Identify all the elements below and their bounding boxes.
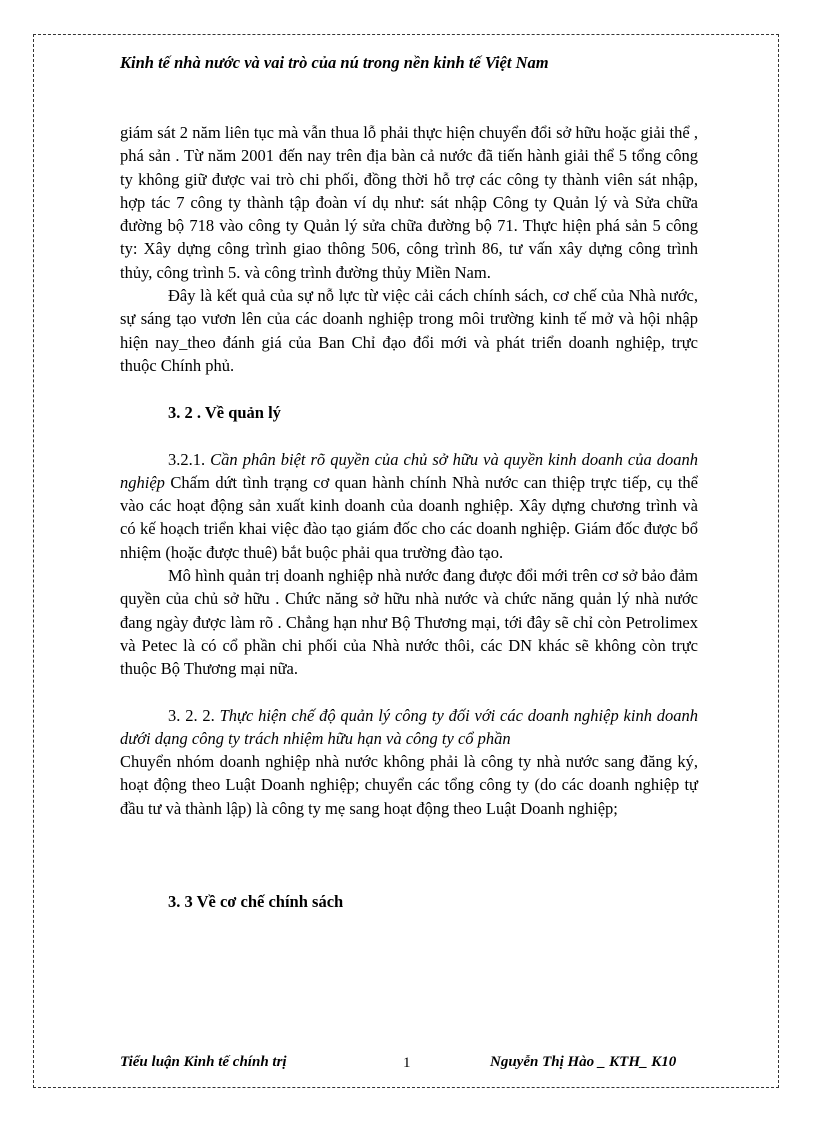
paragraph: Đây là kết quả của sự nỗ lực từ việc cải cách chính sách, cơ chế của Nhà nước, sự sáng tạo vươn lên của các doanh nghiệp trong môi trường kinh tế mở và hội nhập hiện nay_theo đánh giá của Ban Chỉ đạo đổi mới và phát triển doanh nghiệp, trực thuộc Chính phủ.: [120, 286, 698, 375]
subsection-number: 3. 2. 2.: [168, 705, 215, 725]
subsection-title: Thực hiện chế độ quản lý công ty đối với các doanh nghiệp kinh doanh dưới dạng công ty trách nhiệm hữu hạn và công ty cổ phần: [120, 705, 699, 748]
paragraph: Mô hình quản trị doanh nghiệp nhà nước đang được đổi mới trên cơ sở bảo đảm quyền của chủ sở hữu . Chức năng sở hữu nhà nước và chức năng quản lý nhà nước đang ngày được làm rõ . Chẳng hạn như Bộ Thương mại, tới đây sẽ chỉ còn Petrolimex và Petec là có cổ phần chi phối của Nhà nước thôi, các DN khác sẽ không còn trực thuộc Bộ Thương mại nữa.: [120, 566, 698, 679]
footer-title: Tiểu luận Kinh tế chính trị: [120, 1054, 287, 1070]
section-heading: 3. 3 Về cơ chế chính sách: [168, 892, 344, 912]
section-heading: 3. 2 . Về quản lý: [168, 403, 281, 423]
subsection-number: 3.2.1.: [168, 449, 206, 469]
subsection-paragraph: [120, 448, 698, 564]
subsection-title: Cần phân biệt rõ quyền của chủ sở hữu và quyền kinh doanh của doanh nghiệp: [120, 449, 699, 492]
page-number: 1: [403, 1055, 411, 1071]
running-header: Kinh tế nhà nước và vai trò của nú trong nền kinh tế Việt Nam: [120, 53, 549, 72]
footer-author: Nguyễn Thị Hào _ KTH_ K10: [490, 1054, 677, 1070]
subsection-paragraph: [120, 704, 698, 820]
paragraph: giám sát 2 năm liên tục mà vẫn thua lỗ phải thực hiện chuyển đổi sở hữu hoặc giải thể , phá sản . Từ năm 2001 đến nay trên địa bàn cả nước đã tiến hành giải thể 5 tổng công ty không giữ được vai trò chi phối, đồng thời hỗ trợ các công ty thành viên sát nhập, hợp tác 7 công ty thành tập đoàn ví dụ như: sát nhập Công ty Quản lý và Sửa chữa đường bộ 718 vào công ty Quản lý sửa chữa đường bộ 71. Thực hiện phá sản 5 công ty: Xây dựng công trình giao thông 506, công trình 86, tư vấn xây dựng công trình thủy, công trình 5. và công trình đường thủy Miền Nam.: [120, 123, 698, 282]
document-body: [120, 121, 698, 913]
subsection-text: Chuyển nhóm doanh nghiệp nhà nước không phải là công ty nhà nước sang đăng ký, hoạt động theo Luật Doanh nghiệp; chuyển các tổng công ty (do các doanh nghiệp tự đầu tư và thành lập) là công ty mẹ sang hoạt động theo Luật Doanh nghiệp;: [120, 752, 698, 818]
subsection-text: Chấm dứt tình trạng cơ quan hành chính Nhà nước can thiệp trực tiếp, cụ thể vào các hoạt động sản xuất kinh doanh của doanh nghiệp. Xây dựng chương trình và có kế hoạch triển khai việc đào tạo giám đốc cho các doanh nghiệp. Giám đốc được bổ nhiệm (hoặc được thuê) bắt buộc phải qua trường đào tạo.: [120, 472, 698, 562]
